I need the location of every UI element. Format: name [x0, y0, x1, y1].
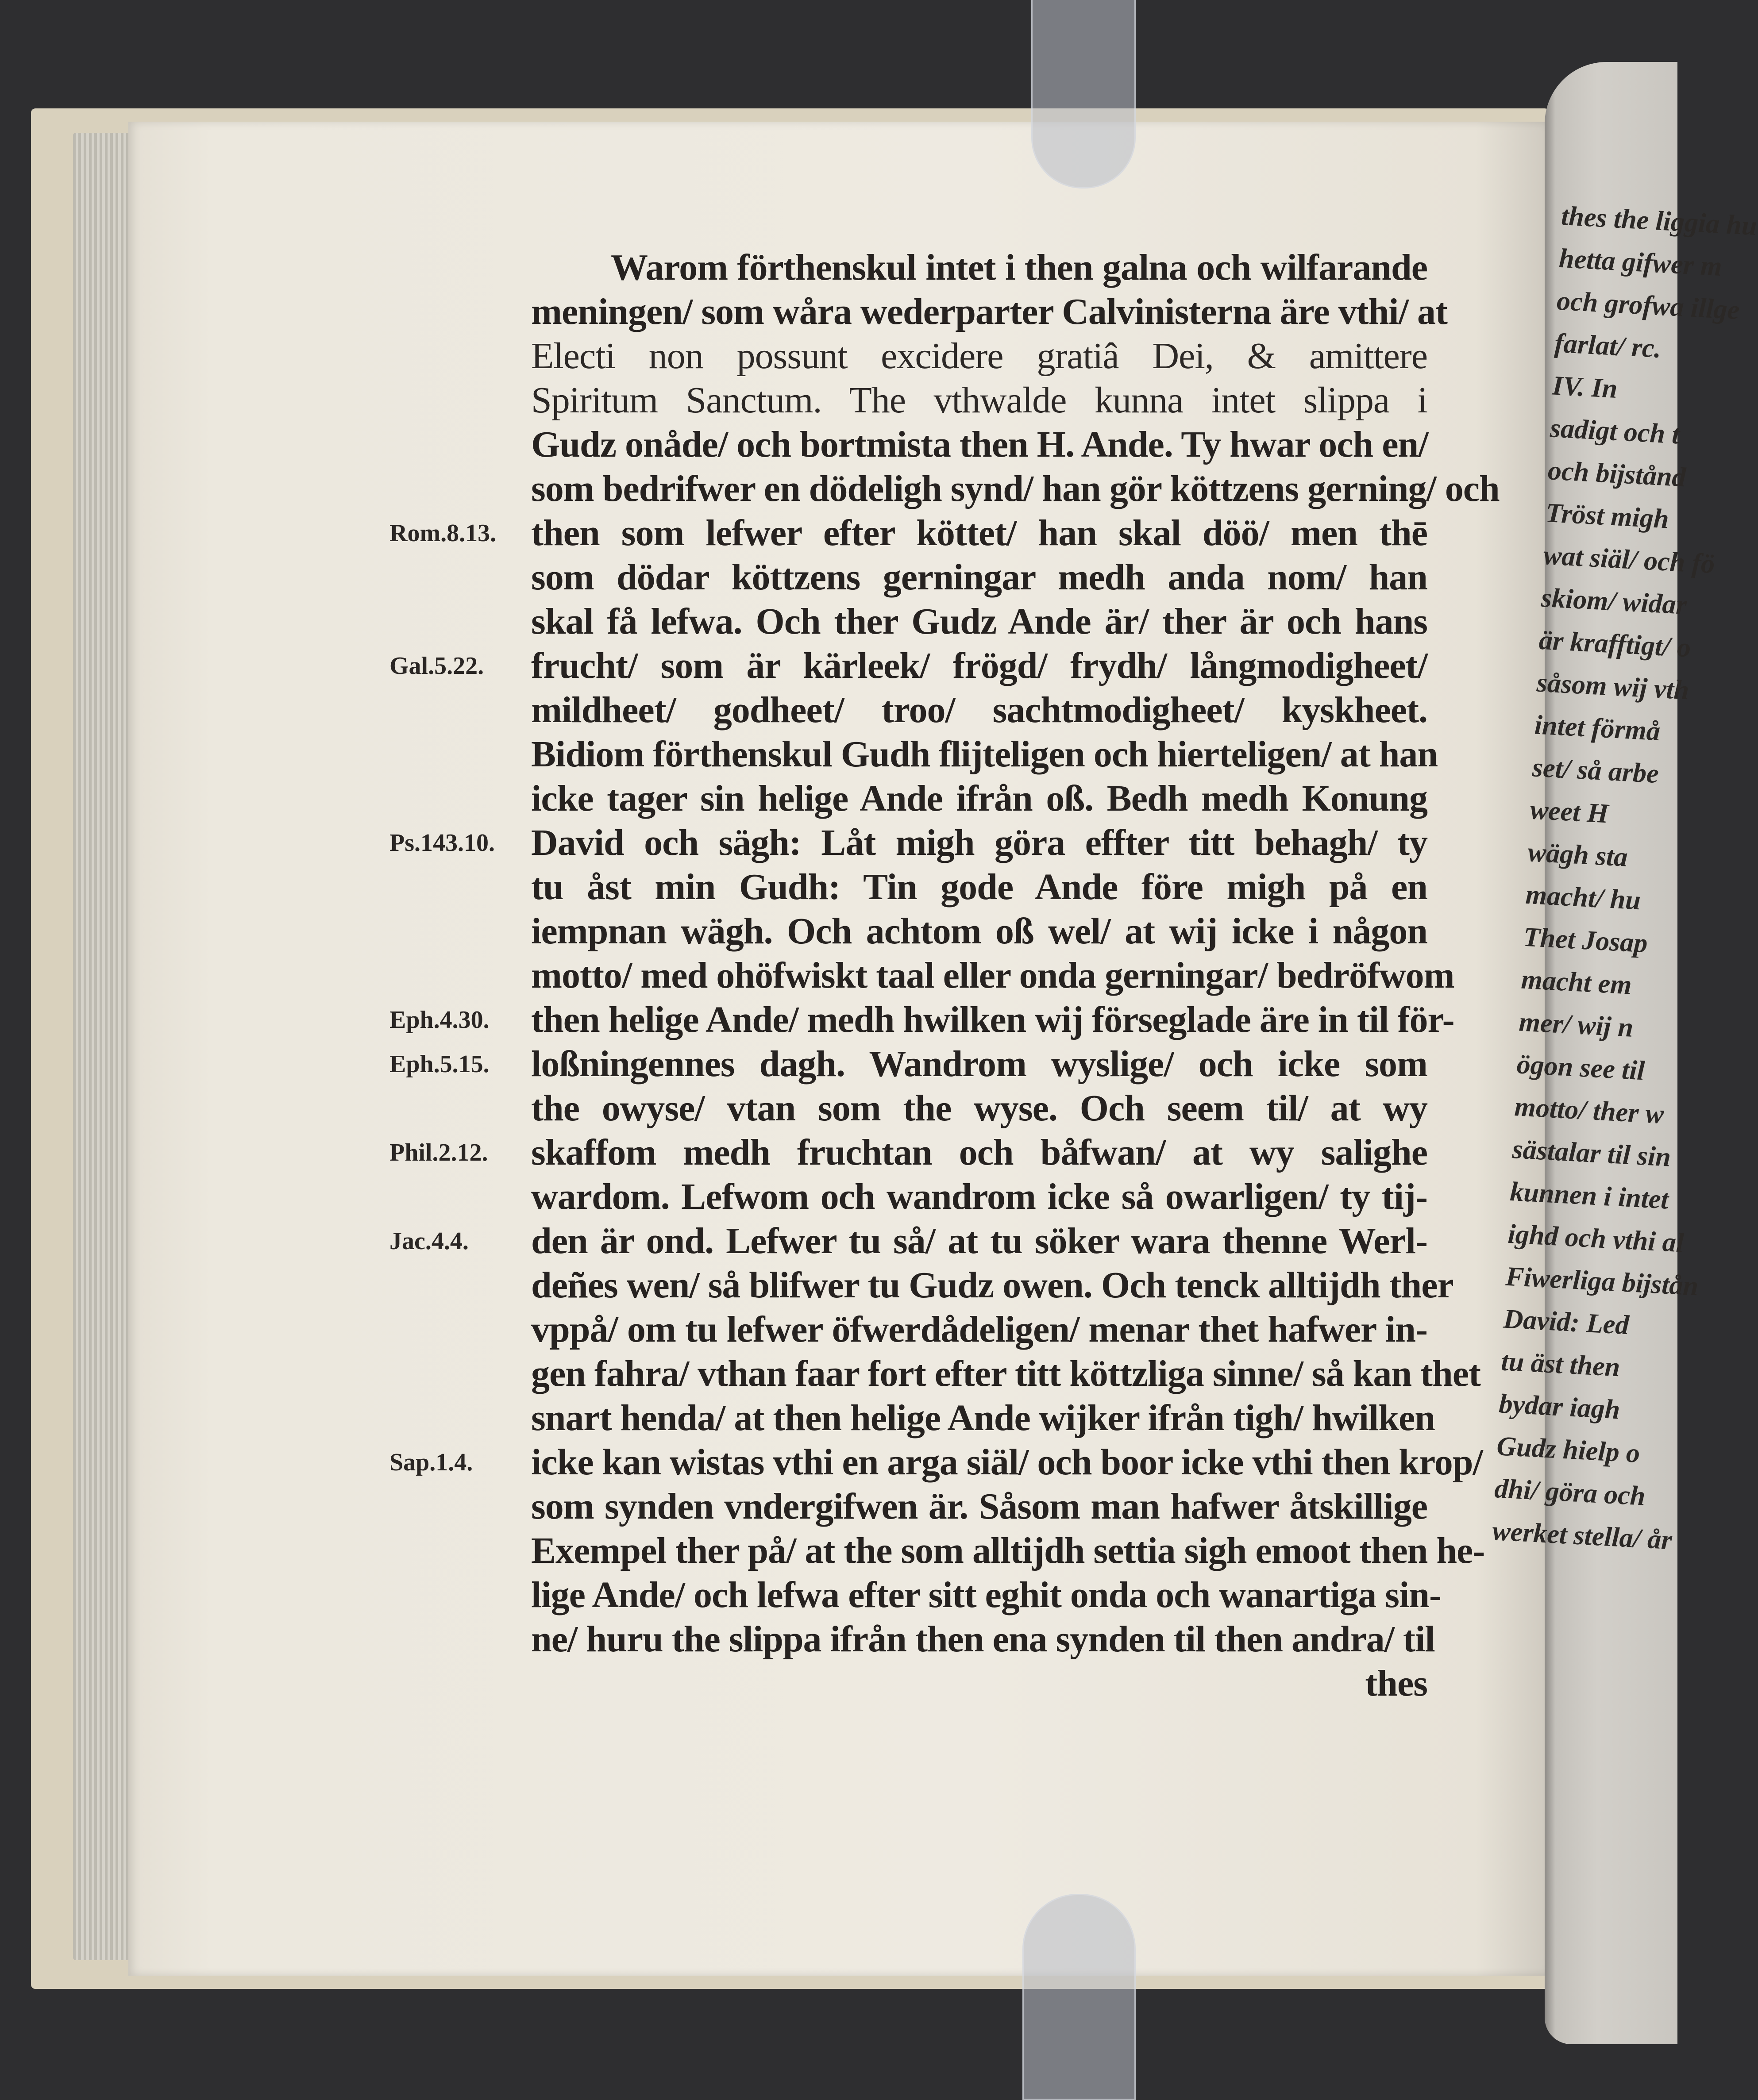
text-line: skal få lefwa. Och ther Gudz Ande är/ ther är och hans	[531, 601, 1427, 642]
margin-note: Ps.143.10.	[389, 829, 495, 857]
facing-page-line: macht em	[1520, 964, 1633, 1000]
text-line: Bidiom förthenskul Gudh flijteligen och hierteligen/ at han	[531, 734, 1438, 775]
facing-page-line: Thet Josap	[1523, 922, 1649, 959]
main-text-block	[531, 246, 1500, 1706]
page-clip-bottom	[1022, 1894, 1136, 2100]
text-line: Gudz onåde/ och bortmista then H. Ande. Ty hwar och en/	[531, 424, 1428, 465]
text-line: Electi non possunt excidere gratiâ Dei, & amittere	[531, 335, 1427, 377]
text-line: then som lefwer efter köttet/ han skal döö/ men thē	[531, 512, 1427, 554]
facing-page	[1491, 62, 1758, 2044]
text-line: Exempel ther på/ at the som alltijdh settia sigh emoot then he-	[531, 1530, 1485, 1571]
text-line: the owyse/ vtan som the wyse. Och seem til/ at wy	[531, 1088, 1427, 1129]
facing-page-line: set/ så arbe	[1531, 752, 1660, 789]
text-line: then helige Ande/ medh hwilken wij förseglade äre in til för-	[531, 999, 1454, 1040]
text-line: icke kan wistas vthi en arga siäl/ och boor icke vthi then krop/	[531, 1442, 1483, 1483]
text-line: tu åst min Gudh: Tin gode Ande före migh på en	[531, 866, 1427, 908]
facing-page-line: werket stella/ år	[1491, 1515, 1673, 1556]
facing-page-line: dhi/ göra och	[1493, 1473, 1646, 1512]
facing-page-line: skiom/ widar	[1540, 582, 1688, 620]
facing-page-line: bydar iagh	[1498, 1388, 1621, 1425]
facing-page-line: thes the liggia hu	[1560, 200, 1758, 242]
facing-page-line: såsom wij vth	[1536, 667, 1690, 706]
text-line: ne/ huru the slippa ifrån then ena synden til then andra/ til	[531, 1619, 1435, 1660]
facing-page-line: och grofwa illge	[1556, 285, 1740, 326]
facing-page-line: David: Led	[1503, 1304, 1630, 1341]
facing-page-line: sadigt och t	[1549, 413, 1681, 450]
text-line: skaffom medh fruchtan och båfwan/ at wy salighe	[531, 1132, 1427, 1173]
text-line: motto/ med ohöfwiskt taal eller onda gerningar/ bedröfwom	[531, 955, 1454, 996]
text-line: gen fahra/ vthan faar fort efter titt köttzliga sinne/ så kan thet	[531, 1353, 1480, 1394]
margin-note: Jac.4.4.	[389, 1227, 469, 1255]
text-line: icke tager sin helige Ande ifrån oß. Bedh medh Konung	[531, 778, 1427, 819]
text-line: vppå/ om tu lefwer öfwerdådeligen/ menar thet hafwer in-	[531, 1309, 1427, 1350]
facing-page-line: intet förmå	[1534, 710, 1661, 747]
text-line: frucht/ som är kärleek/ frögd/ frydh/ långmodigheet/	[531, 645, 1427, 686]
facing-page-line: weet H	[1529, 795, 1610, 829]
margin-note: Eph.5.15.	[389, 1050, 490, 1078]
text-line: som bedrifwer en dödeligh synd/ han gör köttzens gerning/ och	[531, 468, 1500, 509]
text-line: Spiritum Sanctum. The vthwalde kunna intet slippa i	[531, 380, 1427, 421]
facing-page-line: wägh sta	[1527, 837, 1629, 873]
facing-page-line: Gudz hielp o	[1496, 1431, 1641, 1469]
text-line: deñes wen/ så blifwer tu Gudz owen. Och tenck alltijdh ther	[531, 1265, 1453, 1306]
facing-page-line: och bijstånd	[1547, 455, 1687, 493]
text-line: Warom förthenskul intet i then galna och wilfarande	[611, 247, 1427, 288]
catchword: thes	[1365, 1663, 1427, 1704]
text-line: den är ond. Lefwer tu så/ at tu söker wara thenne Werl-	[531, 1220, 1427, 1262]
text-line: meningen/ som wåra wederparter Calvinisterna äre vthi/ at	[531, 291, 1447, 332]
facing-page-line: IV. In	[1551, 370, 1619, 404]
margin-note: Sap.1.4.	[389, 1449, 473, 1476]
text-line: iempnan wägh. Och achtom oß wel/ at wij icke i någon	[531, 911, 1427, 952]
facing-page-line: ighd och vthi al	[1507, 1219, 1685, 1258]
facing-page-line: Fiwerliga bijstån	[1505, 1261, 1699, 1302]
facing-page-line: hetta gifwer m	[1558, 243, 1723, 282]
facing-page-line: tu äst then	[1500, 1346, 1621, 1383]
text-line: som synden vndergifwen är. Såsom man hafwer åtskillige	[531, 1486, 1427, 1527]
text-line: mildheet/ godheet/ troo/ sachtmodigheet/ kyskheet.	[531, 689, 1427, 731]
text-line: lige Ande/ och lefwa efter sitt eghit onda och wanartiga sin-	[531, 1574, 1441, 1615]
margin-note: Rom.8.13.	[389, 519, 497, 547]
facing-page-line: mer/ wij n	[1518, 1007, 1634, 1043]
facing-page-line: Tröst migh	[1545, 498, 1670, 535]
text-line: loßningennes dagh. Wandrom wyslige/ och icke som	[531, 1043, 1427, 1085]
text-line: snart henda/ at then helige Ande wijker ifrån tigh/ hwilken	[531, 1397, 1435, 1438]
facing-page-line: kunnen i intet	[1509, 1176, 1669, 1215]
facing-page-line: är krafftigt/ o	[1538, 625, 1692, 663]
facing-page-line: farlat/ rc.	[1554, 328, 1662, 364]
text-line: som dödar köttzens gerningar medh anda nom/ han	[531, 557, 1427, 598]
page-clip-top	[1031, 0, 1136, 188]
page-edges	[73, 133, 133, 1960]
text-line: David och sägh: Låt migh göra effter titt behagh/ ty	[531, 822, 1427, 863]
facing-page-line: wat siäl/ och fö	[1542, 540, 1716, 580]
facing-page-line: motto/ ther w	[1514, 1092, 1665, 1130]
facing-page-line: macht/ hu	[1525, 879, 1642, 916]
facing-page-line: ögon see til	[1516, 1049, 1646, 1086]
margin-note: Phil.2.12.	[389, 1139, 488, 1166]
facing-page-line: sästalar til sin	[1511, 1134, 1672, 1173]
margin-note: Gal.5.22.	[389, 652, 484, 680]
margin-note: Eph.4.30.	[389, 1006, 490, 1034]
text-line: wardom. Lefwom och wandrom icke så owarligen/ ty tij-	[531, 1176, 1427, 1217]
